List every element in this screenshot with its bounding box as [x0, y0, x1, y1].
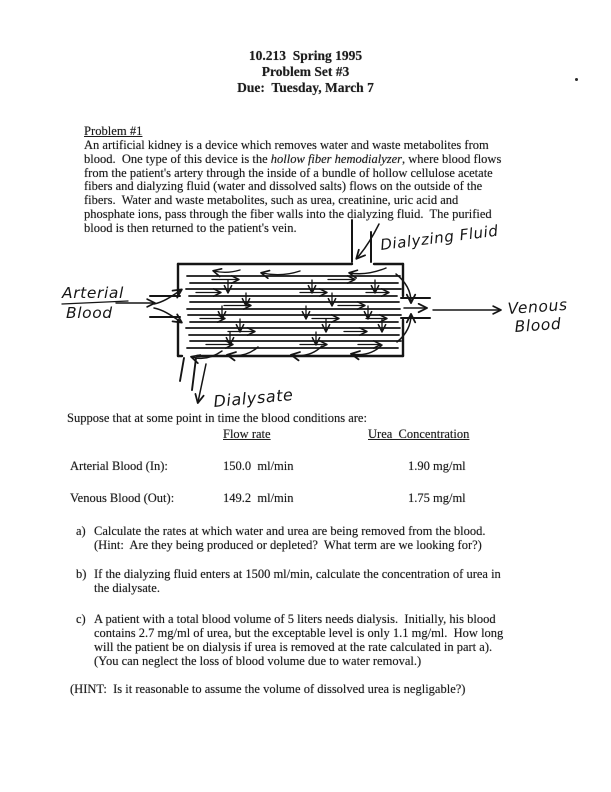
- flow-rate-column-header: Flow rate: [223, 427, 271, 441]
- document-header: [0, 48, 611, 96]
- dialyzer-shell: [178, 264, 403, 356]
- dialysate-label: Dialysate: [212, 385, 295, 411]
- venous-flow-rate-value: 149.2 ml/min: [223, 491, 294, 505]
- question-b-text: [94, 568, 501, 596]
- question-a-line: (Hint: Are they being produced or depleted? What term are we looking for?): [94, 537, 482, 552]
- blood-conditions-table: [70, 427, 578, 506]
- intro-line2-post: , where blood flows: [402, 151, 502, 166]
- intro-line: blood is then returned to the patient's vein.: [84, 220, 297, 235]
- top-channel-flow-arrows: [214, 268, 386, 275]
- table-row: [70, 459, 578, 474]
- intro-line2-pre: blood. One type of this device is the: [84, 151, 271, 166]
- question-a-line: Calculate the rates at which water and urea are being removed from the blood.: [94, 524, 486, 538]
- arterial-blood-label-line1: Arterial: [62, 284, 124, 302]
- course-term-line: 10.213 Spring 1995: [248, 48, 363, 63]
- question-c-line: A patient with a total blood volume of 5 liters needs dialysis. Initially, his blood: [94, 612, 496, 626]
- arterial-row-label: Arterial Blood (In):: [70, 459, 168, 473]
- dialysate-outlet-arrow: [198, 364, 206, 402]
- intro-line: An artificial kidney is a device which removes water and waste metabolites from: [84, 138, 489, 152]
- problem-1-heading: Problem #1: [84, 124, 143, 138]
- question-b-line: If the dialyzing fluid enters at 1500 ml/min, calculate the concentration of urea in: [94, 567, 501, 581]
- arterial-urea-concentration-value: 1.90 mg/ml: [408, 459, 466, 473]
- table-header-spacer: [70, 427, 223, 442]
- due-date-line: Due: Tuesday, March 7: [237, 80, 374, 95]
- venous-blood-label-line1: Venous: [507, 295, 569, 318]
- question-c-line: contains 2.7 mg/ml of urea, but the exceptable level is only 1.1 mg/ml. How long: [94, 625, 504, 640]
- question-a: [76, 525, 486, 553]
- intro-line: from the patient's artery through the inside of a bundle of hollow cellulose acetate: [84, 165, 493, 180]
- dialysate-outlet: [180, 358, 196, 390]
- question-c-label: c): [76, 612, 86, 626]
- dialyzing-fluid-inlet-arrow: [357, 224, 379, 258]
- question-c-text: [94, 613, 503, 669]
- question-b-line: the dialysate.: [94, 580, 160, 595]
- venous-outlet-arrows: [396, 274, 426, 342]
- question-a-text: [94, 525, 486, 553]
- intro-line: phosphate ions, pass through the fiber walls into the dialyzing fluid. The purified: [84, 206, 492, 221]
- arterial-flow-rate-value: 150.0 ml/min: [223, 459, 294, 473]
- dialyzing-fluid-inlet: [352, 220, 371, 262]
- problem-set-number-line: Problem Set #3: [261, 64, 350, 79]
- scan-noise-speck: [575, 78, 578, 81]
- venous-urea-concentration-value: 1.75 mg/ml: [408, 491, 466, 505]
- final-hint-line: (HINT: Is it reasonable to assume the volume of dissolved urea is negligable?): [70, 682, 466, 696]
- intro-line: fibers and dialyzing fluid (water and dissolved salts) flows on the outside of the: [84, 179, 483, 194]
- intro-line: fibers. Water and waste metabolites, such as urea, creatinine, uric acid and: [84, 193, 459, 208]
- conditions-intro-line: Suppose that at some point in time the blood conditions are:: [67, 411, 367, 425]
- question-c: [76, 613, 503, 669]
- urea-concentration-column-header: Urea Concentration: [368, 427, 470, 441]
- hemodialyzer-diagram: [0, 218, 611, 422]
- question-b: [76, 568, 501, 596]
- hemodialyzer-term-italic: hollow fiber hemodialyzer: [270, 151, 403, 166]
- question-c-line: (You can neglect the loss of blood volume due to water removal.): [94, 653, 422, 668]
- venous-blood-label-line2: Blood: [514, 314, 562, 336]
- question-a-label: a): [76, 524, 86, 538]
- arterial-blood-label-line2: Blood: [66, 304, 113, 322]
- venous-row-label: Venous Blood (Out):: [70, 491, 175, 505]
- table-header-row: [70, 427, 578, 442]
- question-c-line: will the patient be on dialysis if urea is removed at the rate calculated in part a).: [94, 639, 493, 654]
- dialyzing-fluid-label: Dialyzing Fluid: [379, 221, 500, 254]
- intro-line: [84, 153, 501, 167]
- fiber-tubes: [186, 276, 401, 348]
- table-row: [70, 491, 578, 506]
- question-b-label: b): [76, 567, 87, 581]
